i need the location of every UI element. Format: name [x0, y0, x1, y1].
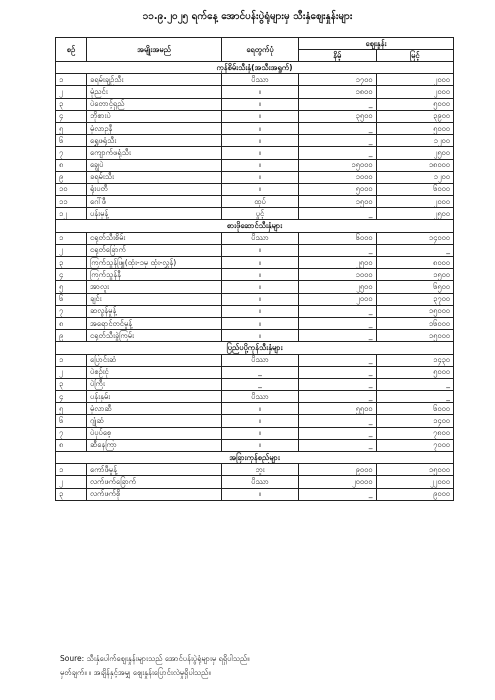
cell-max-price: ၂၅၀၀	[376, 208, 454, 220]
cell-unit: ။	[222, 427, 299, 439]
cell-name: ငရုတ်သီးခွဲကြမ်း	[87, 330, 222, 342]
cell-unit: ။	[222, 171, 299, 183]
cell-unit: ။	[222, 110, 299, 122]
cell-max-price: _	[376, 378, 454, 390]
cell-name: ဆီနေကြာ	[87, 439, 222, 451]
cell-name: လက်ဖက်ခြောက်	[87, 476, 222, 488]
cell-min-price: _	[299, 366, 377, 378]
cell-min-price: ၁၅၀၀	[299, 196, 377, 208]
table-row	[56, 391, 454, 403]
table-row	[56, 208, 454, 220]
cell-max-price: ၂၀၀၀	[376, 196, 454, 208]
table-row	[56, 378, 454, 390]
table-row	[56, 366, 454, 378]
cell-min-price: ၂၀၀၀၀	[299, 476, 377, 488]
cell-min-price: _	[299, 244, 377, 256]
cell-min-price: _	[299, 439, 377, 451]
cell-no: ၈	[56, 439, 87, 451]
cell-no: ၃	[56, 378, 87, 390]
cell-max-price: ၃၉၀၀	[376, 110, 454, 122]
header-min: နိမ့်	[299, 50, 377, 62]
table-row	[56, 403, 454, 415]
cell-max-price: ၁၈၀၀၀	[376, 159, 454, 171]
table-row	[56, 196, 454, 208]
cell-unit: ။	[222, 305, 299, 317]
cell-unit: ပိဿာ	[222, 74, 299, 86]
cell-unit: ပိဿာ	[222, 232, 299, 244]
cell-name: မုံလာဆီ	[87, 403, 222, 415]
cell-min-price: _	[299, 415, 377, 427]
source-note: Soure: သီးနှံပေါက်ဈေးနှုန်းများသည် အောင်ပန်းပွဲရုံများမှ ရရှိပါသည်။	[60, 654, 250, 663]
cell-no: ၂	[56, 244, 87, 256]
cell-no: ၅	[56, 281, 87, 293]
table-row	[56, 257, 454, 269]
cell-min-price: ၃၅၀၀	[299, 110, 377, 122]
cell-no: ၇	[56, 427, 87, 439]
cell-min-price: ၂၅၀၀	[299, 281, 377, 293]
cell-no: ၁	[56, 354, 87, 366]
cell-no: ၁၀	[56, 183, 87, 195]
cell-name: ငရုတ်သီးစိမ်း	[87, 232, 222, 244]
cell-max-price: ၁၂၀၀	[376, 171, 454, 183]
section-row	[56, 220, 454, 232]
cell-min-price: _	[299, 427, 377, 439]
header-unit: ရေတွက်ပုံ	[222, 38, 299, 62]
table-row	[56, 74, 454, 86]
cell-name: ဂေါ်ဖီ	[87, 196, 222, 208]
table-row	[56, 159, 454, 171]
header-max: မြင့်	[376, 50, 454, 62]
cell-no: ၈	[56, 317, 87, 329]
cell-no: ၈	[56, 159, 87, 171]
cell-max-price: ၁၅၀၀၀	[376, 305, 454, 317]
cell-unit: ပွင့်	[222, 208, 299, 220]
cell-max-price: ၂၅၀၀	[376, 147, 454, 159]
cell-no: ၃	[56, 257, 87, 269]
cell-max-price: ၆၅၀၀	[376, 281, 454, 293]
cell-max-price: ၁၅၀၀၀	[376, 330, 454, 342]
cell-name: ပန်းနှမ်း	[87, 391, 222, 403]
cell-min-price: _	[299, 317, 377, 329]
cell-no: ၁	[56, 464, 87, 476]
cell-name: မုံလာဥနီ	[87, 122, 222, 134]
table-row	[56, 171, 454, 183]
cell-unit: ပိဿာ	[222, 391, 299, 403]
header-no: စဉ်	[56, 38, 87, 62]
cell-unit: _	[222, 366, 299, 378]
cell-min-price: ၁၅၀၀၀	[299, 159, 377, 171]
cell-unit: ။	[222, 183, 299, 195]
cell-min-price: _	[299, 378, 377, 390]
table-row	[56, 135, 454, 147]
cell-no: ၂	[56, 86, 87, 98]
table-row	[56, 488, 454, 500]
cell-name: ပြောင်းဆံ	[87, 354, 222, 366]
table-row	[56, 269, 454, 281]
table-row	[56, 305, 454, 317]
table-row	[56, 427, 454, 439]
cell-name: ပဲပုပ်စေ့	[87, 427, 222, 439]
cell-unit: ။	[222, 281, 299, 293]
cell-unit: ဘူး	[222, 464, 299, 476]
cell-name: မုံညင်း	[87, 86, 222, 98]
cell-unit: ။	[222, 147, 299, 159]
cell-name: အရောင်တင်မှုန့်	[87, 317, 222, 329]
cell-name: ချွေပဲ	[87, 159, 222, 171]
cell-name: ကြက်သွန်နီ	[87, 269, 222, 281]
cell-unit: ။	[222, 293, 299, 305]
cell-name: ငရုတ်ခြောက်	[87, 244, 222, 256]
cell-min-price: ၁၇၀၀	[299, 74, 377, 86]
table-row	[56, 330, 454, 342]
cell-min-price: _	[299, 135, 377, 147]
table-row	[56, 415, 454, 427]
cell-unit: ။	[222, 415, 299, 427]
cell-max-price: _	[376, 391, 454, 403]
cell-max-price: ၅၀၀၀	[376, 122, 454, 134]
cell-no: ၇	[56, 147, 87, 159]
cell-min-price: _	[299, 330, 377, 342]
cell-max-price: ၂၀၀၀	[376, 86, 454, 98]
footer-notes	[60, 652, 249, 680]
cell-min-price: ၁၀၀၀	[299, 269, 377, 281]
cell-min-price: ၂၅၀၀	[299, 257, 377, 269]
cell-unit: ။	[222, 86, 299, 98]
cell-unit: ။	[222, 135, 299, 147]
remark-note: မှတ်ချက်။ ။ အချိန်နှင့်အမျှ ဈေးနှုန်းပြောင်းလဲမှုရှိပါသည်။	[60, 668, 211, 677]
cell-name: ဆလွန်မှုန့်	[87, 305, 222, 317]
cell-unit: ။	[222, 439, 299, 451]
cell-no: ၅	[56, 403, 87, 415]
section-title: ကုန်စိမ်းသီးနှံ(အသီးအရွက်)	[56, 62, 454, 74]
cell-max-price: ၇၀၀၀	[376, 439, 454, 451]
cell-name: ရွှေဖရုံသီး	[87, 135, 222, 147]
price-table-body	[56, 62, 454, 501]
table-row	[56, 293, 454, 305]
price-table	[55, 37, 454, 501]
cell-max-price: ၇၈၀၀	[376, 427, 454, 439]
cell-min-price: _	[299, 488, 377, 500]
cell-max-price: ၂၀၀၀	[376, 74, 454, 86]
cell-max-price: ၅၀၀၀	[376, 98, 454, 110]
cell-unit: _	[222, 378, 299, 390]
cell-min-price: ၆၀၀၀	[299, 232, 377, 244]
cell-name: ကော်ဖီမှုန့်	[87, 464, 222, 476]
cell-max-price: ၆၀၀၀	[376, 403, 454, 415]
cell-min-price: ၉၀၀၀	[299, 464, 377, 476]
cell-name: အာလူး	[87, 281, 222, 293]
cell-no: ၃	[56, 488, 87, 500]
cell-no: ၉	[56, 171, 87, 183]
cell-no: ၁	[56, 232, 87, 244]
cell-no: ၆	[56, 293, 87, 305]
cell-max-price: _	[376, 244, 454, 256]
table-row	[56, 98, 454, 110]
cell-name: ပဲစဉ်းငုံ	[87, 366, 222, 378]
table-row	[56, 183, 454, 195]
table-row	[56, 232, 454, 244]
cell-no: ၄	[56, 110, 87, 122]
cell-name: ချင်း	[87, 293, 222, 305]
cell-unit: ။	[222, 159, 299, 171]
cell-no: ၅	[56, 122, 87, 134]
header-price-group: ဈေးနှုန်း	[299, 38, 454, 50]
cell-name: ခရမ်းချဉ်သီး	[87, 74, 222, 86]
cell-unit: ။	[222, 269, 299, 281]
section-row	[56, 342, 454, 354]
table-row	[56, 122, 454, 134]
cell-unit: ပိဿာ	[222, 476, 299, 488]
cell-name: ပဲတောင့်ရှည်	[87, 98, 222, 110]
section-row	[56, 452, 454, 464]
cell-name: ဂျုံဆံ	[87, 415, 222, 427]
cell-max-price: ၁၄၀၀	[376, 415, 454, 427]
cell-min-price: ၂၀၀၀	[299, 293, 377, 305]
cell-name: ရုံးပတီ	[87, 183, 222, 195]
section-row	[56, 62, 454, 74]
cell-min-price: _	[299, 98, 377, 110]
cell-unit: ။	[222, 330, 299, 342]
cell-max-price: ၁၆၀၀၀	[376, 317, 454, 329]
cell-name: ပန်းမုန့်	[87, 208, 222, 220]
table-row	[56, 317, 454, 329]
section-title: ပြည်ပပို့ကုန်သီးနှံများ	[56, 342, 454, 354]
table-row	[56, 244, 454, 256]
cell-name: ကျောက်ဖရုံသီး	[87, 147, 222, 159]
cell-min-price: _	[299, 391, 377, 403]
cell-name: ခရမ်းသီး	[87, 171, 222, 183]
cell-no: ၇	[56, 305, 87, 317]
cell-min-price: ၁၀၀၀	[299, 171, 377, 183]
cell-min-price: ၅၅၀၀	[299, 403, 377, 415]
cell-no: ၂	[56, 366, 87, 378]
cell-no: ၄	[56, 269, 87, 281]
cell-min-price: _	[299, 305, 377, 317]
cell-max-price: ၁၂၀၀	[376, 135, 454, 147]
cell-max-price: ၉၀၀၀	[376, 488, 454, 500]
cell-no: ၆	[56, 135, 87, 147]
section-title: အခြားကုန်စည်များ	[56, 452, 454, 464]
cell-max-price: ၅၀၀၀	[376, 366, 454, 378]
cell-name: လက်ဖက်စို	[87, 488, 222, 500]
cell-max-price: ၁၄၀၀၀	[376, 232, 454, 244]
cell-max-price: ၈၀၀၀	[376, 257, 454, 269]
cell-max-price: ၃၇၀၀	[376, 293, 454, 305]
header-name: အမျိုးအမည်	[87, 38, 222, 62]
cell-unit: ။	[222, 403, 299, 415]
table-row	[56, 281, 454, 293]
table-row	[56, 476, 454, 488]
cell-min-price: _	[299, 354, 377, 366]
table-row	[56, 464, 454, 476]
cell-unit: ထုပ်	[222, 196, 299, 208]
cell-max-price: ၆၀၀၀	[376, 183, 454, 195]
table-row	[56, 110, 454, 122]
cell-no: ၂	[56, 476, 87, 488]
cell-no: ၆	[56, 415, 87, 427]
cell-max-price: ၁၅၀၀	[376, 269, 454, 281]
table-row	[56, 147, 454, 159]
cell-unit: ။	[222, 244, 299, 256]
cell-unit: ။	[222, 98, 299, 110]
cell-min-price: _	[299, 122, 377, 134]
table-row	[56, 354, 454, 366]
cell-max-price: ၁၄၃၀	[376, 354, 454, 366]
cell-unit: ။	[222, 317, 299, 329]
cell-name: ဘိုစားပဲ	[87, 110, 222, 122]
cell-min-price: _	[299, 208, 377, 220]
cell-no: ၉	[56, 330, 87, 342]
cell-min-price: ၁၈၀၀	[299, 86, 377, 98]
page-title: ၁၁.၉.၂၀၂၅ ရက်နေ့ အောင်ပန်းပွဲရုံများမှ သီးနှံဈေးနှုန်းများ	[142, 11, 353, 22]
cell-name: ပဲကြီး	[87, 378, 222, 390]
cell-no: ၁၂	[56, 208, 87, 220]
cell-unit: ပိဿာ	[222, 354, 299, 366]
cell-unit: ။	[222, 488, 299, 500]
cell-min-price: ၅၀၀၀	[299, 183, 377, 195]
cell-name: ကြက်သွန်ဖြူ(ထုံး-၁မှ ထုံး-လွှန်)	[87, 257, 222, 269]
cell-unit: ။	[222, 122, 299, 134]
cell-no: ၁	[56, 74, 87, 86]
cell-min-price: _	[299, 147, 377, 159]
cell-max-price: ၂၂၀၀၀	[376, 476, 454, 488]
section-title: စားဖိုဆောင်သီးနှံများ	[56, 220, 454, 232]
table-row	[56, 86, 454, 98]
cell-no: ၁၁	[56, 196, 87, 208]
table-row	[56, 439, 454, 451]
cell-no: ၃	[56, 98, 87, 110]
cell-max-price: ၁၅၀၀၀	[376, 464, 454, 476]
cell-unit: ။	[222, 257, 299, 269]
cell-no: ၄	[56, 391, 87, 403]
